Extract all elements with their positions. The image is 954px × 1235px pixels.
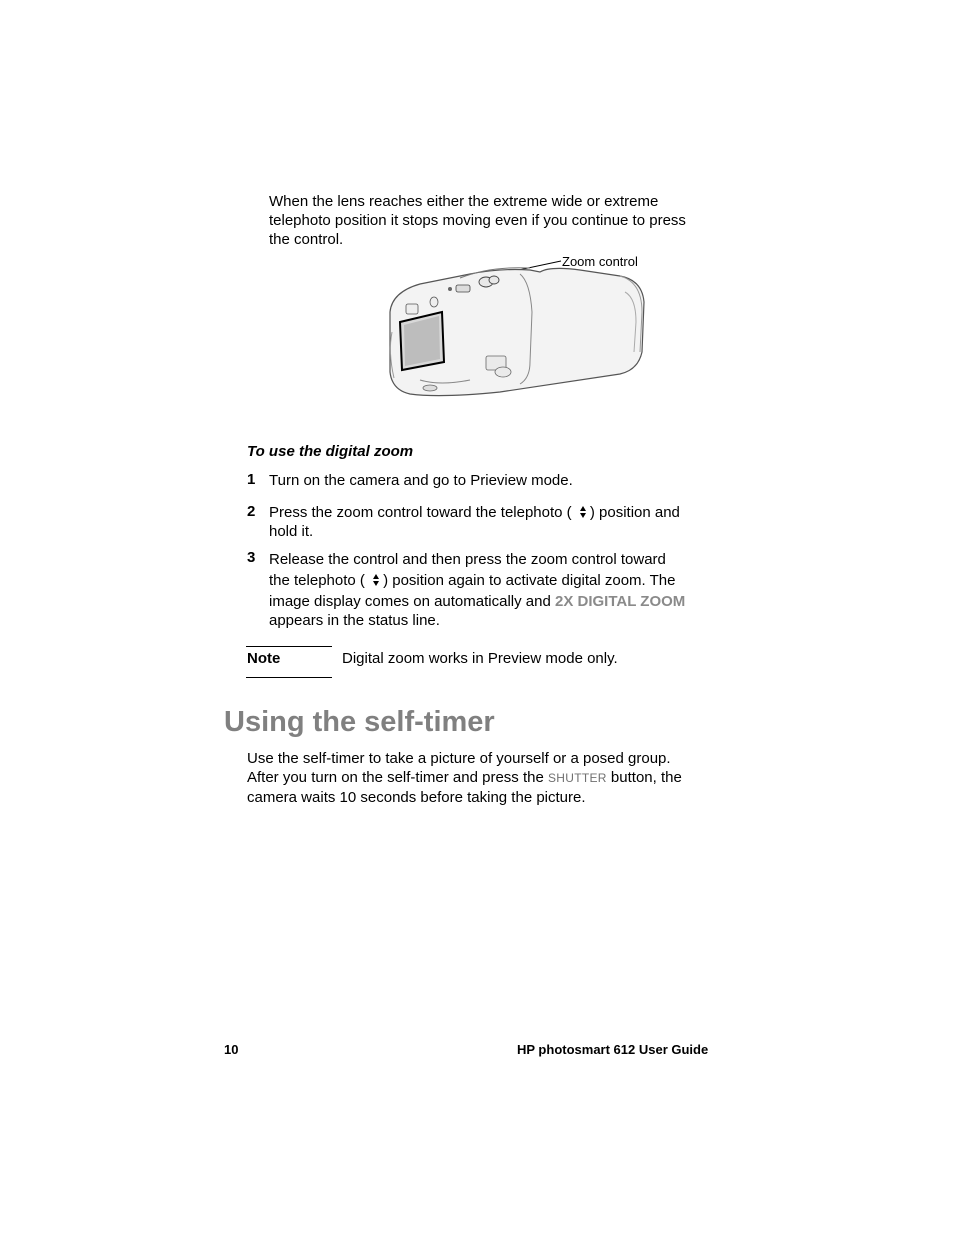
intro-line-2: telephoto position it stops moving even if you continue to press [269,212,686,229]
step-number-3: 3 [247,549,256,566]
shutter-label: SHUTTER [547,771,607,785]
camera-illustration [380,252,680,412]
step-text-1: Turn on the camera and go to Prieview mode. [269,472,573,489]
telephoto-icon [369,573,383,587]
section-heading: Using the self-timer [224,706,495,738]
step-2-text-c: hold it. [269,523,314,540]
step-3-line-4: appears in the status line. [269,612,440,629]
digital-zoom-label: 2X DIGITAL ZOOM [554,593,686,610]
step-3-line-1: Release the control and then press the zoom control toward [269,551,666,568]
page-number: 10 [224,1042,239,1057]
step-3-line-2a: the telephoto ( [269,572,365,589]
step-text-2 [269,503,709,541]
note-top-rule [246,646,332,647]
section-body [247,749,717,807]
step-number-1: 1 [247,471,256,488]
step-3-line-3a: image display comes on automatically and [269,593,555,610]
step-text-3 [269,549,709,631]
section-line-1: Use the self-timer to take a picture of yourself or a posed group. [247,750,671,767]
procedure-title: To use the digital zoom [247,443,414,460]
section-line-2c: button, the [606,769,682,786]
zoom-control-callout: Zoom control [562,254,638,269]
step-3-line-2b: ) position again to activate digital zoom. The [383,572,676,589]
intro-line-1: When the lens reaches either the extreme wide or extreme [269,193,659,210]
note-label: Note [247,650,281,667]
step-2-text-a: Press the zoom control toward the telephoto ( [269,504,572,521]
note-text: Digital zoom works in Preview mode only. [342,650,618,667]
step-number-2: 2 [247,503,256,520]
section-line-2a: After you turn on the self-timer and press the [247,769,548,786]
note-bottom-rule [246,677,332,678]
step-2-text-b: ) position and [589,504,680,521]
guide-title: HP photosmart 612 User Guide [517,1042,709,1057]
telephoto-icon [576,505,590,519]
intro-line-3: the control. [269,231,344,248]
section-line-3: camera waits 10 seconds before taking the picture. [247,789,586,806]
